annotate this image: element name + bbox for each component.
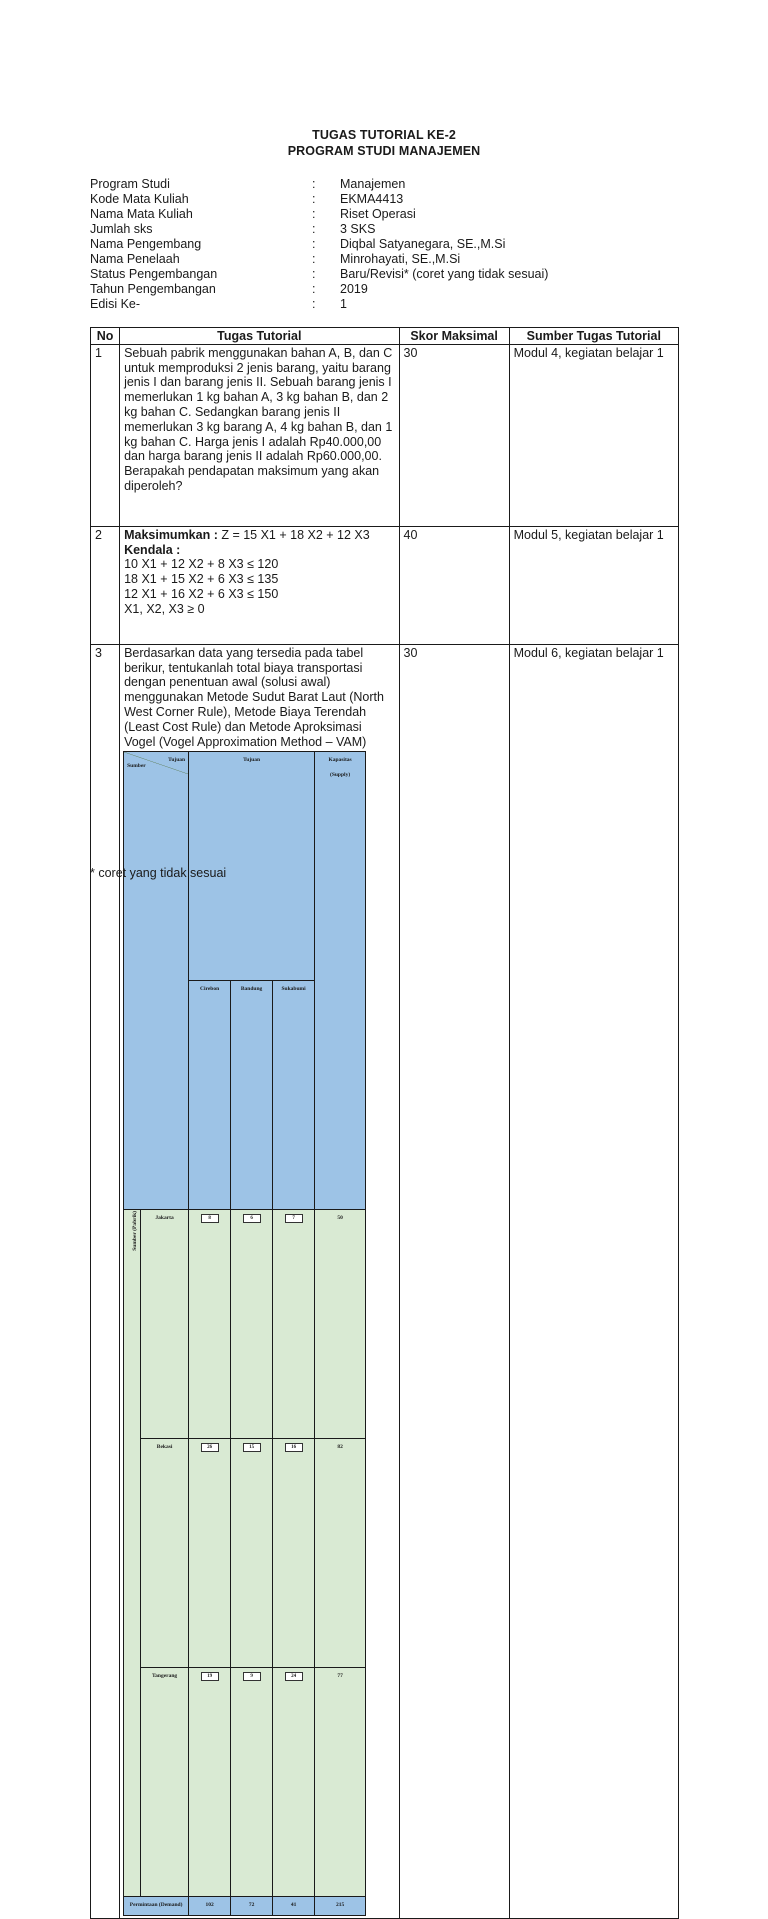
info-colon: :: [312, 282, 316, 296]
cost-cell: [231, 1668, 273, 1897]
table-row: [91, 644, 679, 1918]
info-value: EKMA4413: [340, 192, 404, 206]
destination-header: Tujuan: [189, 752, 315, 981]
cost-cell: [273, 1668, 315, 1897]
task-text: Sebuah pabrik menggunakan bahan A, B, dan C untuk memproduksi 2 jenis barang, yaitu barang jenis I dan barang jenis II. Sebuah barang jenis I memerlukan 1 kg bahan A, 3 kg bahan B, dan 2 kg bahan C. Sedangkan barang jenis II memerlukan 3 kg barang A, 4 kg bahan B, dan 1 kg bahan C. Harga jenis I adalah Rp40.000,00 dan harga barang jenis II adalah Rp60.000,00. Berapakah pendapatan maksimum yang akan diperoleh?: [120, 344, 399, 526]
info-label: Program Studi: [90, 177, 170, 191]
source-header: [124, 1210, 141, 1897]
cost-cell: [189, 1439, 231, 1668]
cost-cell: [189, 1668, 231, 1897]
constraint: 18 X1 + 15 X2 + 6 X3 ≤ 135: [124, 572, 279, 587]
cost-cell: [231, 1210, 273, 1439]
source-label: Tangerang: [141, 1668, 189, 1897]
info-label: Nama Mata Kuliah: [90, 207, 193, 221]
destination-label: Bandung: [231, 981, 273, 1210]
info-colon: :: [312, 237, 316, 251]
task-source: Modul 6, kegiatan belajar 1: [509, 644, 678, 1918]
cost-cell: [273, 1210, 315, 1439]
cost-cell: [231, 1439, 273, 1668]
task-transport: [120, 644, 399, 1918]
info-label: Edisi Ke-: [90, 297, 141, 311]
transport-cost-table: [123, 751, 366, 1916]
destination-label: Cirebon: [189, 981, 231, 1210]
cost-value: 16: [285, 1443, 303, 1452]
corner-source-label: Sumber: [127, 762, 146, 769]
info-value: Manajemen: [340, 177, 406, 191]
source-label: Jakarta: [141, 1210, 189, 1439]
cost-value: 19: [201, 1672, 219, 1681]
info-label: Nama Penelaah: [90, 252, 180, 266]
source-header-text: Sumber (Pabrik): [132, 1211, 139, 1252]
demand-value: 102: [189, 1897, 231, 1916]
cost-value: 24: [285, 1672, 303, 1681]
footnote: * coret yang tidak sesuai: [90, 866, 227, 880]
cost-cell: [273, 1439, 315, 1668]
info-value: Baru/Revisi* (coret yang tidak sesuai): [340, 267, 549, 281]
info-row-nama-penelaah: [90, 252, 640, 267]
info-colon: :: [312, 222, 316, 236]
cost-value: 15: [243, 1443, 261, 1452]
supply-value: 50: [315, 1210, 366, 1439]
info-label: Jumlah sks: [90, 222, 153, 236]
info-row-jumlah-sks: [90, 222, 640, 237]
header-score: Skor Maksimal: [399, 328, 509, 345]
info-label: Nama Pengembang: [90, 237, 202, 251]
cost-value: 26: [201, 1443, 219, 1452]
cost-value: 6: [243, 1214, 261, 1223]
demand-label: Permintaan (Demand): [124, 1897, 189, 1916]
non-negativity-constraint: X1, X2, X3 ≥ 0: [124, 601, 205, 616]
info-value: 3 SKS: [340, 222, 376, 236]
supply-value: 82: [315, 1439, 366, 1668]
header-no: No: [91, 328, 120, 345]
corner-cell: [124, 752, 189, 1210]
task-linear-program: [120, 526, 399, 644]
table-row: [91, 526, 679, 644]
constraints-label: Kendala :: [124, 542, 181, 557]
header-task: Tugas Tutorial: [120, 328, 399, 345]
info-row-kode-mata-kuliah: [90, 192, 640, 207]
info-row-edisi: [90, 297, 640, 312]
table-row: [91, 344, 679, 526]
info-colon: :: [312, 207, 316, 221]
info-value: Riset Operasi: [340, 207, 416, 221]
tutorial-task-table: [90, 327, 679, 1919]
info-label: Kode Mata Kuliah: [90, 192, 189, 206]
info-row-status-pengembangan: [90, 267, 640, 282]
header-source: Sumber Tugas Tutorial: [509, 328, 678, 345]
cost-value: 7: [285, 1214, 303, 1223]
constraint: 12 X1 + 16 X2 + 6 X3 ≤ 150: [124, 586, 279, 601]
source-label: Bekasi: [141, 1439, 189, 1668]
capacity-header: Kapasitas (Supply): [315, 752, 366, 1210]
task-source: Modul 5, kegiatan belajar 1: [509, 526, 678, 644]
destination-label: Sukabumi: [273, 981, 315, 1210]
supply-value: 77: [315, 1668, 366, 1897]
task-source: Modul 4, kegiatan belajar 1: [509, 344, 678, 526]
row-number: 3: [91, 644, 120, 1918]
info-value: Minrohayati, SE.,M.Si: [340, 252, 461, 266]
info-label: Status Pengembangan: [90, 267, 218, 281]
max-score: 30: [399, 344, 509, 526]
info-value: 2019: [340, 282, 368, 296]
row-number: 1: [91, 344, 120, 526]
info-label: Tahun Pengembangan: [90, 282, 216, 296]
constraint: 10 X1 + 12 X2 + 8 X3 ≤ 120: [124, 557, 279, 572]
objective-function: Z = 15 X1 + 18 X2 + 12 X3: [217, 527, 370, 542]
info-colon: :: [312, 252, 316, 266]
maximize-label: Maksimumkan :: [124, 527, 218, 542]
demand-value: 41: [273, 1897, 315, 1916]
info-colon: :: [312, 267, 316, 281]
document-title: TUGAS TUTORIAL KE-2: [312, 128, 456, 142]
info-value: 1: [340, 297, 347, 311]
max-score: 30: [399, 644, 509, 1918]
cost-value: 9: [243, 1672, 261, 1681]
total-demand-value: 215: [315, 1897, 366, 1916]
info-row-nama-pengembang: [90, 237, 640, 252]
max-score: 40: [399, 526, 509, 644]
info-colon: :: [312, 297, 316, 311]
document-subtitle: PROGRAM STUDI MANAJEMEN: [287, 144, 481, 158]
info-row-program-studi: [90, 177, 640, 192]
info-row-tahun-pengembangan: [90, 282, 640, 297]
cost-value: 8: [201, 1214, 219, 1223]
info-value: Diqbal Satyanegara, SE.,M.Si: [340, 237, 506, 251]
info-row-nama-mata-kuliah: [90, 207, 640, 222]
row-number: 2: [91, 526, 120, 644]
corner-dest-label: Tujuan: [168, 757, 186, 764]
cost-cell: [189, 1210, 231, 1439]
course-info: [90, 177, 640, 312]
demand-value: 72: [231, 1897, 273, 1916]
info-colon: :: [312, 177, 316, 191]
task-text: Berdasarkan data yang tersedia pada tabel berikur, tentukanlah total biaya transportasi dengan penentuan awal (solusi awal) menggunakan Metode Sudut Barat Laut (North West Corner Rule), Metode Biaya Terendah (Least Cost Rule) dan Metode Aproksimasi Vogel (Vogel Approximation Method – VAM): [124, 645, 384, 749]
table-header-row: [91, 328, 679, 345]
info-colon: :: [312, 192, 316, 206]
